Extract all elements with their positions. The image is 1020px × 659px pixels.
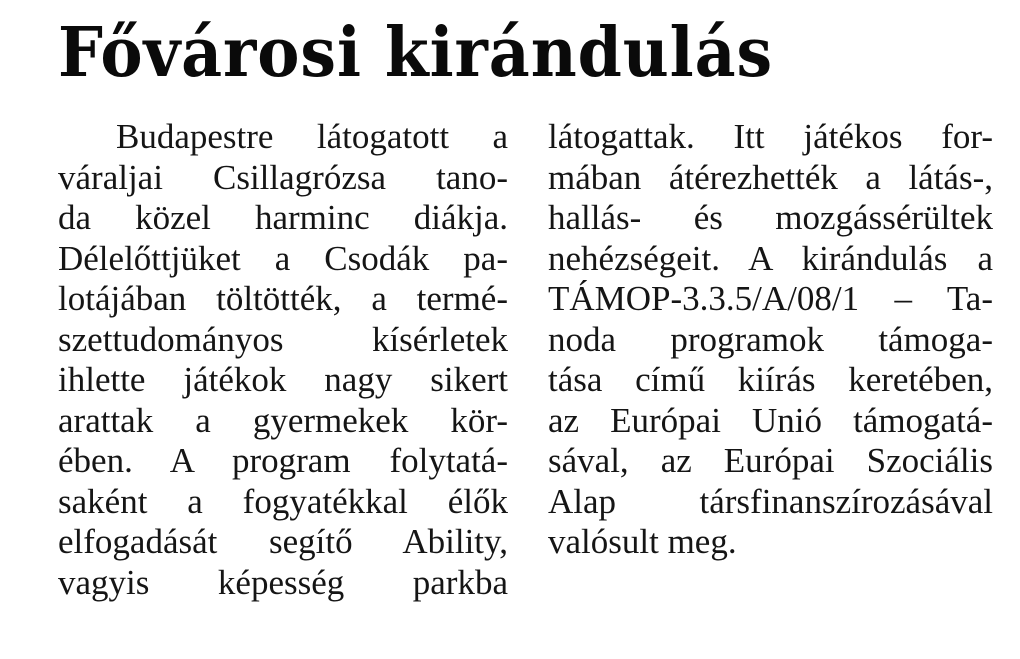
text-line: váraljai Csillagrózsa tano- — [58, 157, 508, 197]
text-line: ihlette játékok nagy sikert — [58, 360, 508, 399]
text-line: Alap társfinanszírozásával — [548, 481, 993, 521]
text-line: saként a fogyatékkal élők — [58, 481, 508, 521]
text-line: noda programok támoga- — [548, 319, 993, 359]
article-headline: Fővárosi kirándulás — [58, 13, 774, 93]
text-line: mában átérezhették a látás-, — [548, 157, 993, 197]
text-line: TÁMOP-3.3.5/A/08/1 – Ta- — [548, 279, 993, 318]
text-line: nehézségeit. A kirándulás a — [548, 238, 993, 278]
text-line: ében. A program folytatá- — [58, 441, 508, 480]
article-column-left — [58, 117, 508, 603]
text-line: elfogadását segítő Ability, — [58, 522, 508, 561]
text-line: hallás- és mozgássérültek — [548, 198, 993, 237]
article-column-right — [548, 117, 993, 563]
text-line: Délelőttjüket a Csodák pa- — [58, 238, 508, 278]
text-line: az Európai Unió támogatá- — [548, 400, 993, 440]
text-line: látogattak. Itt játékos for- — [548, 117, 993, 156]
text-line: vagyis képesség parkba — [58, 562, 508, 602]
text-line: tása című kiírás keretében, — [548, 360, 993, 399]
text-line: da közel harminc diákja. — [58, 198, 508, 237]
text-line: szettudományos kísérletek — [58, 319, 508, 359]
text-line: valósult meg. — [548, 522, 737, 561]
text-line: sával, az Európai Szociális — [548, 441, 993, 480]
text-line: Budapestre látogatott a — [116, 117, 508, 156]
text-line: lotájában töltötték, a termé- — [58, 279, 508, 318]
text-line: arattak a gyermekek kör- — [58, 400, 508, 440]
